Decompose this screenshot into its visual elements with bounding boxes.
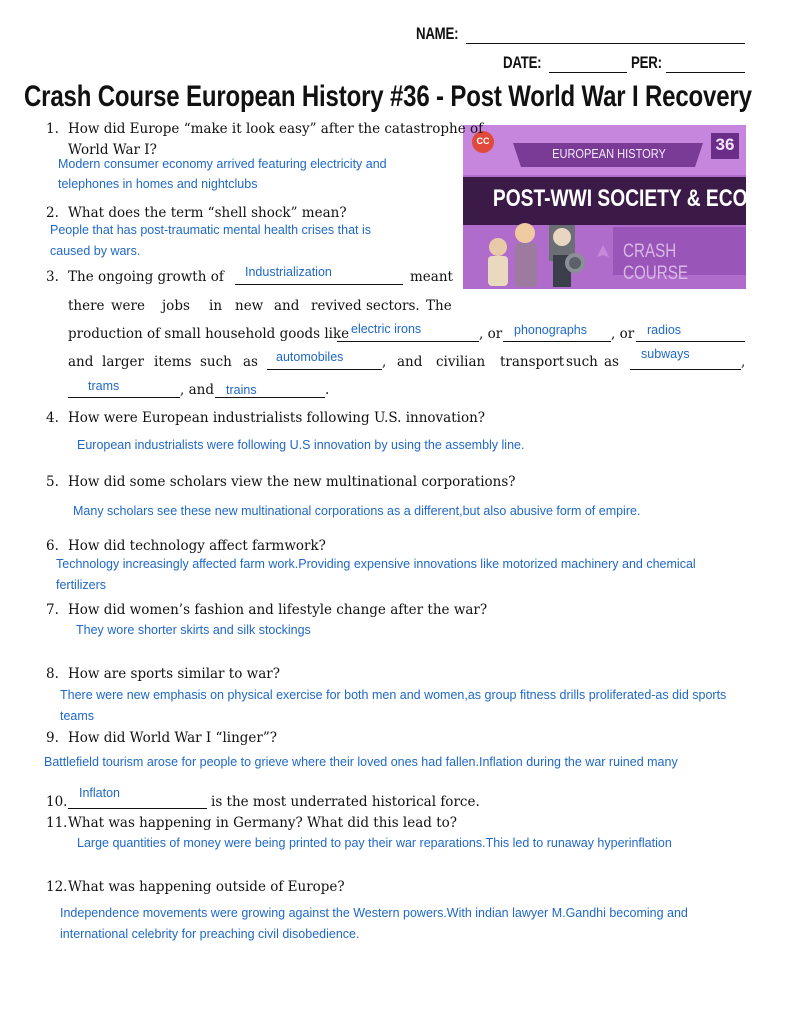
q3-fill-radios: radios <box>647 323 682 337</box>
q3-blank-1[interactable] <box>235 284 403 285</box>
q10-text: is the most underrated historical force. <box>211 794 480 810</box>
q3-word: larger <box>102 354 144 370</box>
q2-answer: People that has post-traumatic mental health crises that is <box>50 223 371 237</box>
q8-answer: There were new emphasis on physical exercise for both men and women,as group fitness drills proliferated-as did sports <box>60 688 727 702</box>
q3-fill-industrialization: Industrialization <box>245 265 332 279</box>
date-label: DATE: <box>503 53 542 72</box>
q1-text-cont: World War I? <box>68 142 157 158</box>
q9-answer: Battlefield tourism arose for people to grieve where their loved ones had fallen.Inflation during the war ruined many <box>44 755 678 769</box>
q10-fill: Inflaton <box>79 786 121 800</box>
q3-word: in <box>209 298 223 314</box>
q3-fill-subways: subways <box>641 347 690 361</box>
q3-or-1: , or <box>479 326 503 342</box>
q2-answer-cont: caused by wars. <box>50 244 141 258</box>
video-thumbnail <box>463 125 805 289</box>
q3-number: 3. <box>46 269 59 285</box>
q3-text-end: . <box>325 382 330 398</box>
period-field[interactable] <box>666 72 745 73</box>
q3-word: jobs <box>162 298 190 314</box>
q3-word: as <box>243 354 258 370</box>
q11-text: What was happening in Germany? What did this lead to? <box>68 815 458 831</box>
q3-fill-trams: trams <box>88 379 120 393</box>
q3-word: and <box>68 354 94 370</box>
q7-number: 7. <box>46 602 59 618</box>
name-field[interactable] <box>466 43 745 44</box>
q3-blank-7[interactable] <box>68 397 180 398</box>
q3-fill-electric-irons: electric irons <box>351 322 422 336</box>
q1-answer: Modern consumer economy arrived featuring electricity and <box>58 157 387 171</box>
q3-word: such <box>200 354 232 370</box>
q3-word: as <box>604 354 619 370</box>
q3-word: revived <box>311 298 362 314</box>
page-title: Crash Course European History #36 - Post World War I Recovery <box>24 80 752 113</box>
q4-answer: European industrialists were following U.S innovation by using the assembly line. <box>77 438 525 452</box>
q3-text-4: production of small household goods like <box>68 326 350 342</box>
q2-number: 2. <box>46 205 59 221</box>
q3-text-1: The ongoing growth of <box>68 269 224 285</box>
q3-blank-6[interactable] <box>630 369 741 370</box>
q3-word: new <box>235 298 264 314</box>
episode-number: 36 <box>715 135 735 154</box>
q12-text: What was happening outside of Europe? <box>68 879 345 895</box>
q3-or-2: , or <box>611 326 635 342</box>
q3-fill-automobiles: automobiles <box>276 350 344 364</box>
q3-word: The <box>426 298 452 314</box>
q9-text: How did World War I “linger”? <box>68 730 278 746</box>
q11-answer: Large quantities of money were being printed to pay their war reparations.This led to runaway hyperinflation <box>77 836 672 850</box>
q9-number: 9. <box>46 730 59 746</box>
q7-text: How did women’s fashion and lifestyle change after the war? <box>68 602 488 618</box>
q3-word: were <box>111 298 145 314</box>
q12-number: 12. <box>46 879 68 895</box>
cc-badge: CC <box>476 136 490 146</box>
q3-blank-5[interactable] <box>267 369 382 370</box>
q12-answer-cont: international celebrity for preaching civil disobedience. <box>60 927 360 941</box>
q5-text: How did some scholars view the new multinational corporations? <box>68 474 516 490</box>
q2-text: What does the term “shell shock” mean? <box>68 205 347 221</box>
q3-word: sectors. <box>366 298 420 314</box>
q3-word: , <box>382 354 387 370</box>
q3-word: there <box>68 298 105 314</box>
q3-word: transport <box>500 354 565 370</box>
period-label: PER: <box>631 53 662 72</box>
q3-word: and <box>274 298 300 314</box>
q8-number: 8. <box>46 666 59 682</box>
q4-number: 4. <box>46 410 59 426</box>
q10-number: 10. <box>46 794 68 810</box>
q3-word: items <box>154 354 192 370</box>
q6-text: How did technology affect farmwork? <box>68 538 326 554</box>
thumbnail-headline: POST-WWI SOCIETY & ECONOMY <box>492 185 805 212</box>
q3-blank-2[interactable] <box>337 341 479 342</box>
q3-fill-trains: trains <box>226 383 257 397</box>
q7-answer: They wore shorter skirts and silk stockings <box>76 623 311 637</box>
q1-number: 1. <box>46 121 59 137</box>
q3-text-2: meant <box>410 269 453 285</box>
q8-text: How are sports similar to war? <box>68 666 280 682</box>
q3-text-and: , and <box>180 382 214 398</box>
q8-answer-cont: teams <box>60 709 95 723</box>
q3-word: and <box>397 354 423 370</box>
q5-number: 5. <box>46 474 59 490</box>
q3-fill-phonographs: phonographs <box>514 323 587 337</box>
q11-number: 11. <box>46 815 68 831</box>
q6-answer-cont: fertilizers <box>56 578 107 592</box>
q3-blank-3[interactable] <box>503 341 611 342</box>
q3-word: such <box>566 354 598 370</box>
q6-answer: Technology increasingly affected farm work.Providing expensive innovations like motorized machinery and chemical <box>56 557 696 571</box>
q4-text: How were European industrialists following U.S. innovation? <box>68 410 486 426</box>
q3-blank-4[interactable] <box>636 341 745 342</box>
q1-answer-cont: telephones in homes and nightclubs <box>58 177 258 191</box>
name-label: NAME: <box>416 24 459 43</box>
q6-number: 6. <box>46 538 59 554</box>
q3-word: civilian <box>436 354 486 370</box>
thumbnail-banner: EUROPEAN HISTORY <box>552 146 666 161</box>
q3-blank-8[interactable] <box>215 397 325 398</box>
q1-text: How did Europe “make it look easy” after the catastrophe of <box>68 121 484 137</box>
q10-blank[interactable] <box>68 808 207 809</box>
q5-answer: Many scholars see these new multinational corporations as a different,but also abusive form of empire. <box>73 504 641 518</box>
date-field[interactable] <box>549 72 627 73</box>
q12-answer: Independence movements were growing against the Western powers.With indian lawyer M.Gandhi becoming and <box>60 906 688 920</box>
thumbnail-brand: CRASH COURSE <box>623 241 689 284</box>
q3-word: , <box>741 354 746 370</box>
